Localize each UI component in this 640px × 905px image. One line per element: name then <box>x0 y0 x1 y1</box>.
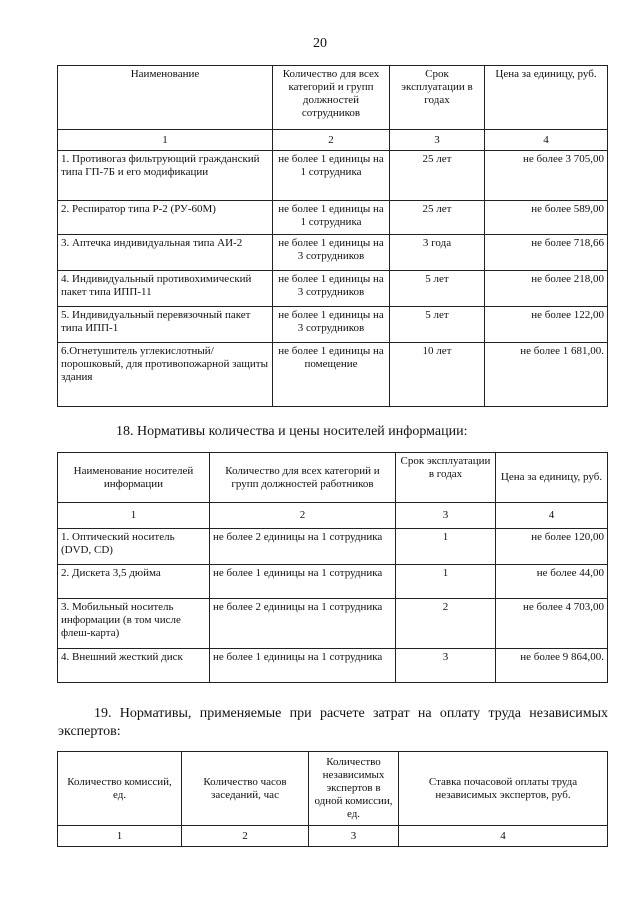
item-name: 3. Аптечка индивидуальная типа АИ-2 <box>58 235 273 271</box>
column-header: Цена за единицу, руб. <box>485 66 608 130</box>
item-price: не более 3 705,00 <box>485 151 608 201</box>
item-name: 2. Респиратор типа Р-2 (РУ-60М) <box>58 201 273 235</box>
column-number: 1 <box>58 503 210 529</box>
column-number: 4 <box>399 826 608 847</box>
column-header: Срок эксплуатации в годах <box>396 453 496 503</box>
item-lifetime: 25 лет <box>390 201 485 235</box>
table-row <box>58 343 608 407</box>
table-row <box>58 307 608 343</box>
column-header: Количество для всех категорий и групп должностей работников <box>210 453 396 503</box>
column-number: 4 <box>496 503 608 529</box>
column-header: Количество независимых экспертов в одной комиссии, ед. <box>309 752 399 826</box>
item-name: 6.Огнетушитель углекислотный/порошковый, для противопожарной защиты здания <box>58 343 273 407</box>
section-18-title: 18. Нормативы количества и цены носителей информации: <box>116 424 468 439</box>
media-name: 2. Дискета 3,5 дюйма <box>58 565 210 599</box>
media-quantity: не более 1 единицы на 1 сотрудника <box>210 565 396 599</box>
item-name: 1. Противогаз фильтрующий гражданский типа ГП-7Б и его модификации <box>58 151 273 201</box>
item-lifetime: 3 года <box>390 235 485 271</box>
item-price: не более 122,00 <box>485 307 608 343</box>
column-header: Наименование <box>58 66 273 130</box>
item-price: не более 718,66 <box>485 235 608 271</box>
media-name: 4. Внешний жесткий диск <box>58 649 210 683</box>
item-quantity: не более 1 единицы на 3 сотрудников <box>273 235 390 271</box>
media-name: 3. Мобильный носитель информации (в том числе флеш-карта) <box>58 599 210 649</box>
media-price: не более 9 864,00. <box>496 649 608 683</box>
media-norms-table <box>57 452 608 683</box>
column-number: 2 <box>182 826 309 847</box>
item-quantity: не более 1 единицы на помещение <box>273 343 390 407</box>
media-quantity: не более 1 единицы на 1 сотрудника <box>210 649 396 683</box>
item-quantity: не более 1 единицы на 1 сотрудника <box>273 201 390 235</box>
column-header: Срок эксплуатации в годах <box>390 66 485 130</box>
column-header: Количество комиссий, ед. <box>58 752 182 826</box>
item-lifetime: 25 лет <box>390 151 485 201</box>
item-lifetime: 5 лет <box>390 307 485 343</box>
column-header: Цена за единицу, руб. <box>496 453 608 503</box>
media-lifetime: 2 <box>396 599 496 649</box>
column-number: 3 <box>396 503 496 529</box>
item-price: не более 1 681,00. <box>485 343 608 407</box>
column-header: Ставка почасовой оплаты труда независимых экспертов, руб. <box>399 752 608 826</box>
table-row <box>58 599 608 649</box>
column-number: 4 <box>485 130 608 151</box>
item-quantity: не более 1 единицы на 1 сотрудника <box>273 151 390 201</box>
column-number: 3 <box>390 130 485 151</box>
table-row <box>58 529 608 565</box>
page-number: 20 <box>313 36 327 51</box>
item-quantity: не более 1 единицы на 3 сотрудников <box>273 307 390 343</box>
section-19-title: 19. Нормативы, применяемые при расчете затрат на оплату труда независимых экспертов: <box>58 706 608 739</box>
media-name: 1. Оптический носитель (DVD, CD) <box>58 529 210 565</box>
table-row <box>58 649 608 683</box>
item-lifetime: 5 лет <box>390 271 485 307</box>
item-price: не более 218,00 <box>485 271 608 307</box>
table-row <box>58 565 608 599</box>
item-lifetime: 10 лет <box>390 343 485 407</box>
ppe-norms-table <box>57 65 608 407</box>
column-number: 3 <box>309 826 399 847</box>
column-number: 2 <box>273 130 390 151</box>
column-header: Количество для всех категорий и групп должностей сотрудников <box>273 66 390 130</box>
media-lifetime: 1 <box>396 529 496 565</box>
column-header: Наименование носителей информации <box>58 453 210 503</box>
media-lifetime: 1 <box>396 565 496 599</box>
column-number: 1 <box>58 826 182 847</box>
item-price: не более 589,00 <box>485 201 608 235</box>
table-row <box>58 151 608 201</box>
media-price: не более 44,00 <box>496 565 608 599</box>
media-quantity: не более 2 единицы на 1 сотрудника <box>210 599 396 649</box>
media-lifetime: 3 <box>396 649 496 683</box>
media-price: не более 120,00 <box>496 529 608 565</box>
column-number: 1 <box>58 130 273 151</box>
table-row <box>58 201 608 235</box>
media-quantity: не более 2 единицы на 1 сотрудника <box>210 529 396 565</box>
column-header: Количество часов заседаний, час <box>182 752 309 826</box>
table-row <box>58 235 608 271</box>
experts-norms-table <box>57 751 608 847</box>
media-price: не более 4 703,00 <box>496 599 608 649</box>
item-name: 5. Индивидуальный перевязочный пакет типа ИПП-1 <box>58 307 273 343</box>
item-quantity: не более 1 единицы на 3 сотрудников <box>273 271 390 307</box>
item-name: 4. Индивидуальный противохимический пакет типа ИПП-11 <box>58 271 273 307</box>
column-number: 2 <box>210 503 396 529</box>
table-row <box>58 271 608 307</box>
